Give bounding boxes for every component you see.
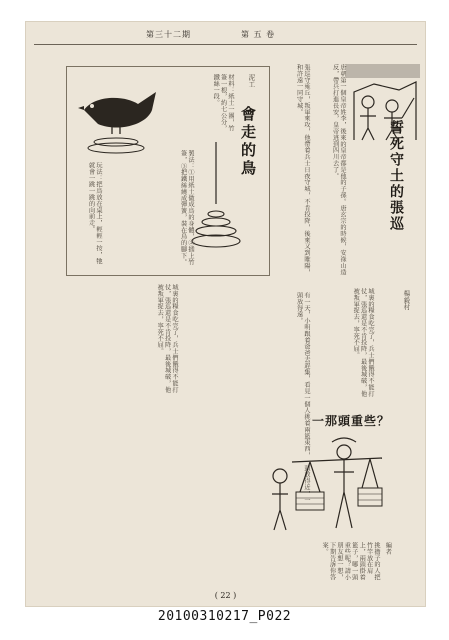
bird-illustration	[76, 74, 168, 154]
bird-note: 玩法：把鳥放在桌上，輕輕一按，牠就會一跳一跳的向前走。	[87, 162, 102, 265]
story1-continuation: 有一天，小明跟着爸爸去趕集，看見一個人挑着兩籃東西，一頭放得近，一頭放得遠。	[295, 292, 310, 504]
issue-label: 第三十二期	[146, 30, 191, 39]
bird-method: 製法：①用紙土做成鳥的身體，②插上竹簽，③把鐵絲繞成彈簧，裝在鳥的腳下。	[179, 150, 194, 266]
carrying-pole-illustration	[252, 432, 382, 538]
soldiers-illustration	[344, 62, 422, 142]
volume-label: 第 五 卷	[241, 30, 276, 39]
which-heavier-editor: 編者	[384, 542, 392, 555]
spring-illustration	[186, 134, 246, 264]
story-title-zhangxun: 誓死守土的張巡	[388, 120, 404, 232]
bird-subtitle: 泥工	[247, 74, 256, 88]
story-title-bird: 會走的鳥	[239, 106, 257, 178]
page-header	[26, 27, 425, 41]
magazine-page	[26, 22, 425, 606]
page-number: ( 22 )	[214, 591, 237, 600]
which-heavier-body: 挑擔子的人把竹竿放在肩上，兩頭掛着籃子，哪一頭重些呢？請小朋友想一想，下期告訴你答案。	[321, 542, 380, 581]
bird-materials: 材料：紙土一團，竹簽一根，約七公分，鐵絲一段。	[212, 74, 234, 132]
story1-tail: 城裏的糧食吃完了，兵士們餓得不能打仗，張巡還是不肯投降，最後城破，他被叛軍捉去，寧死不屈。	[156, 284, 178, 393]
story1-column-right: 唐朝第一個皇帝姓李，後來的皇帝都是他的子孫。唐玄宗的時候，安祿山造反，帶兵打進長安，皇帝逃到四川去了。	[331, 64, 346, 276]
story1-column-left: 城裏的糧食吃完了，兵士們餓得不能打仗，張巡還是不肯投降，最後城破，他被叛軍捉去，寧死不屈。	[352, 288, 374, 397]
story-title-which-heavier: 一那頭重些？	[312, 414, 391, 428]
story-author: 楊毅村	[402, 290, 411, 311]
header-rule	[34, 44, 417, 45]
image-caption: 20100310217_P022	[157, 609, 292, 624]
story1-column-mid: 張巡守雍丘，叛軍來攻，他帶着兵士日夜守城，不肯投降，後來又到睢陽，和許遠一同守城。	[295, 64, 310, 276]
